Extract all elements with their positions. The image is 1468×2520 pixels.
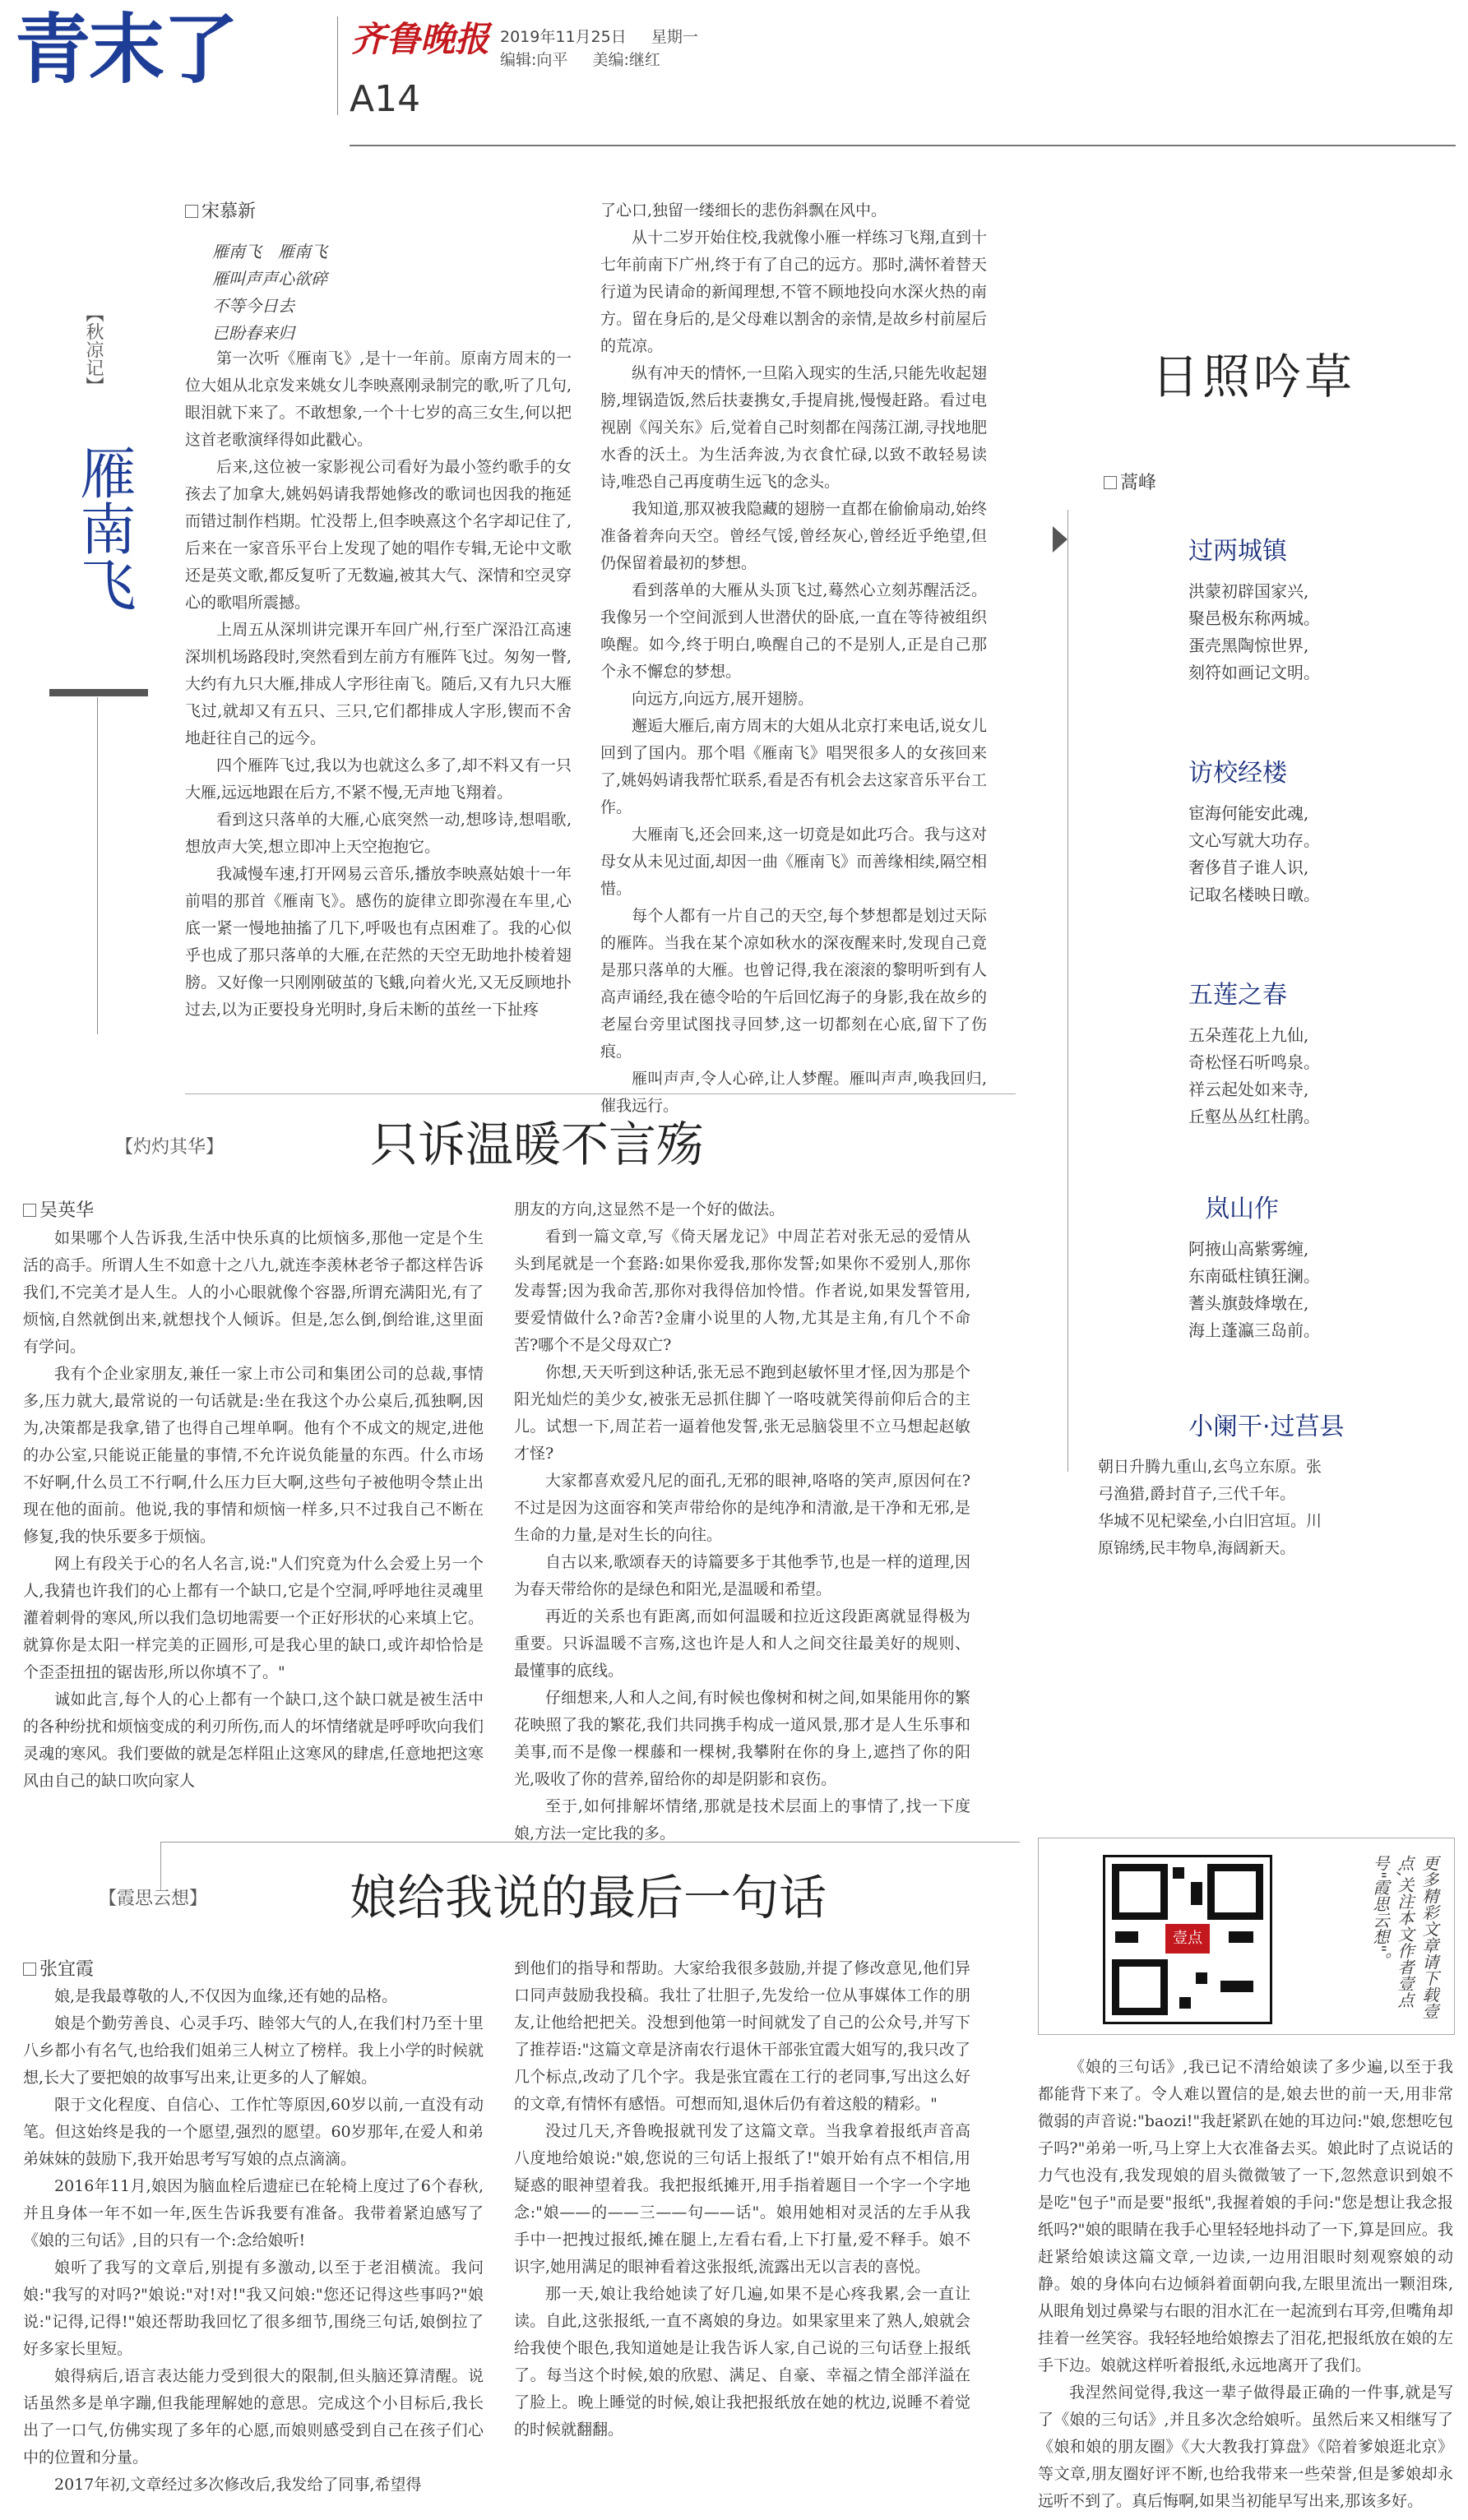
article-body-column: 《娘的三句话》,我已记不清给娘读了多少遍,以至于我都能背下来了。令人难以置信的是,娘去世的前一天,用非常微弱的声音说:"baozi!"我赶紧趴在她的耳边问:"娘,您想吃包子吗?"弟弟一听,马上穿上大衣准备去买。娘此时了点说话的力气也没有,我发现娘的眉头微微皱了一下,忽然意识到娘不是吃"包子"而是要"报纸",我握着娘的手问:"您是想让我念报纸吗?"娘的眼睛在我手心里轻轻地抖动了一下,算是回应。我赶紧给娘读这篇文章,一边读,一边用泪眼时刻观察娘的动静。娘的身体向右边倾斜着面朝向我,左眼里流出一颗泪珠,从眼角划过鼻梁与右眼的泪水汇在一起流到右耳旁,但嘴角却挂着一丝笑容。我轻轻地给娘擦去了泪花,把报纸放在娘的左手下边。娘就这样听着报纸,永远地离开了我们。 我涅然间觉得,我这一辈子做得最正确的一件事,就是写了《娘的三句话》,并且多次念给娘听。虽然后来又相继写了《娘和娘的朋友圈》《大大教我打算盘》《陪着爹娘逛北京》等文章,朋友圈好评不断,也给我带来一些荣誉,但是爹娘却永远听不到了。真后悔啊,如果当初能早写出来,那该多好。 [1038,2058,1453,2510]
article-title: 日照吟草 [1151,349,1356,405]
article-title: 只诉温暖不言殇 [370,1117,705,1172]
poem: 过两城镇 洪蒙初辟国家兴, 聚邑极东称两城。 蛋壳黑陶惊世界, 刻符如画记文明。 [1188,530,1320,687]
column-tag: 【秋凉记】 [83,304,104,395]
article-body-column: 娘,是我最尊敬的人,不仅因为血缘,还有她的品格。 娘是个勤劳善良、心灵手巧、睦邻大气的人,在我们村乃至十里八乡都小有名气,也给我们姐弟三人树立了榜样。我上小学的时候就想,长大了要把娘的故事写出来,让更多的人了解娘。 限于文化程度、自信心、工作忙等原因,60岁以前,一直没有动笔。但这始终是我的一个愿望,强烈的愿望。60岁那年,在爱人和弟弟妹妹的鼓励下,我开始思考写写娘的点点滴滴。 2016年11月,娘因为脑血栓后遗症已在轮椅上度过了6个春秋,并且身体一年不如一年,医生告诉我要有准备。我带着紧迫感写了《娘的三句话》,目的只有一个:念给娘听! 娘听了我写的文章后,别提有多激动,以至于老泪横流。我问娘:"我写的对吗?"娘说:"对!对!"我又问娘:"您还记得这些事吗?"娘说:"记得,记得!"娘还帮助我回忆了很多细节,围绕三句话,娘倒拉了好多家长里短。 娘得病后,语言表达能力受到很大的限制,但头脑还算清醒。说话虽然多是单字蹦,但我能理解她的意思。完成这个小目标后,我长出了一口气,仿佛实现了多年的心愿,而娘则感受到自己在孩子们心中的位置和分量。 2017年初,文章经过多次修改后,我发给了同事,希望得 [23,1987,484,2494]
byline: 宋慕新 [185,197,256,223]
poem-title: 小阑干·过莒县 [1188,1413,1345,1441]
column-tag: 【灼灼其华】 [115,1137,225,1158]
byline: 蒿峰 [1104,469,1156,494]
article-body-column: 如果哪个人告诉我,生活中快乐真的比烦恼多,那他一定是个生活的高手。所谓人生不如意十之八九,就连李羡林老爷子都这样告诉我们,不完美才是人生。人的小心眼就像个容器,所谓充满阳光,有了烦恼,自然就倒出来,就想找个人倾诉。但是,怎么倒,倒给谁,这里面有学问。 我有个企业家朋友,兼任一家上市公司和集团公司的总裁,事情多,压力就大,最常说的一句话就是:坐在我这个办公桌后,孤独啊,因为,决策都是我拿,错了也得自己埋单啊。他有个不成文的规定,进他的办公室,只能说正能量的事情,不允许说负能量的东西。什么市场不好啊,什么员工不行啊,什么压力巨大啊,这些句子被他明令禁止出现在他的面前。他说,我的事情和烦恼一样多,只不过我自己不断在修复,我的快乐要多于烦恼。 网上有段关于心的名人名言,说:"人们究竟为什么会爱上另一个人,我猜也许我们的心上都有一个缺口,它是个空洞,呼呼地往灵魂里灌着刺骨的寒风,所以我们急切地需要一个正好形状的心来填上它。就算你是太阳一样完美的正圆形,可是我心里的缺口,或许却恰恰是个歪歪扭扭的锯齿形,所以你填不了。" 诚如此言,每个人的心上都有一个缺口,这个缺口就是被生活中的各种纷扰和烦恼变成的利刃所伤,而人的坏情绪就是呼呼吹向我们灵魂的寒风。我们要做的就是怎样阻止这寒风的肆虐,任意地把这寒风由自己的缺口吹向家人 [23,1229,484,1790]
byline: 吴英华 [23,1196,94,1222]
issue-date: 2019年11月25日 [500,28,627,46]
page-number: A14 [350,78,421,120]
article-body-column: 第一次听《雁南飞》,是十一年前。原南方周末的一位大姐从北京发来姚女儿李映熹刚录制完的歌,听了几句,眼泪就下来了。不敢想象,一个十七岁的高三女生,何以把这首老歌演绎得如此戳心。 后来,这位被一家影视公司看好为最小签约歌手的女孩去了加拿大,姚妈妈请我帮她修改的歌词也因我的拖延而错过制作档期。忙没帮上,但李映熹这个名字却记住了,后来在一家音乐平台上发现了她的唱作专辑,无论中文歌还是英文歌,都反复听了无数遍,被其大气、深情和空灵穿心的歌唱所震撼。 上周五从深圳讲完课开车回广州,行至广深沿江高速深圳机场路段时,突然看到左前方有雁阵飞过。匆匆一瞥,大约有九只大雁,排成人字形往南飞。随后,又有九只大雁飞过,就却又有五只、三只,它们都排成人字形,锲而不舍地赶往自己的远今。 四个雁阵飞过,我以为也就这么多了,却不料又有一只大雁,远远地跟在后方,不紧不慢,无声地飞翔着。 看到这只落单的大雁,心底突然一动,想哆诗,想唱歌,想放声大笑,想立即冲上天空抱抱它。 我减慢车速,打开网易云音乐,播放李映熹姑娘十一年前唱的那首《雁南飞》。感伤的旋律立即弥漫在车里,心底一紧一慢地抽搐了几下,呼吸也有点困难了。我的心似乎也成了那只落单的大雁,在茫然的天空无助地扑棱着翅膀。又好像一只刚刚破茧的飞蛾,向着火光,又无反顾地扑过去,以为正要投身光明时,身后未断的茧丝一下扯疼 [185,349,572,1019]
poem: 五莲之春 五朵莲花上九仙, 奇松怪石听鸣泉。 祥云起处如来寺, 丘壑丛丛红杜鹃。 [1188,974,1320,1131]
editor-credit: 编辑:向平 [500,51,568,69]
designer-credit: 美编:继红 [592,51,660,69]
epigraph: 雁南飞 雁南飞 雁叫声声心欲碎 不等今日去 已盼春来归 [212,242,327,343]
poem: 岚山作 阿掖山高紫雾缠, 东南砥柱镇狂澜。 蓍头旗鼓烽墩在, 海上蓬瀛三岛前。 [1188,1188,1320,1344]
qr-code[interactable] [1103,1855,1272,2024]
poem-title: 五莲之春 [1188,981,1287,1010]
article-body-column: 到他们的指导和帮助。大家给我很多鼓励,并提了修改意见,他们异口同声鼓励我投稿。我壮了壮胆子,先发给一位从事媒体工作的朋友,让他给把把关。没想到他第一时间就发了自己的公众号,并写下了推荐语:"这篇文章是济南农行退休干部张宜霞大姐写的,我只改了几个标点,改动了几个字。我是张宜霞在工行的老同事,写出这么好的文章,有情怀有感悟。可想而知,退休后仍有着这般的精彩。" 没过几天,齐鲁晚报就刊发了这篇文章。当我拿着报纸声音高八度地给娘说:"娘,您说的三句话上报纸了!"娘开始有点不相信,用疑惑的眼神望着我。我把报纸摊开,用手指着题目一个字一个字地念:"娘——的——三——句——话"。娘用她相对灵活的左手从我手中一把拽过报纸,摊在腿上,左看右看,上下打量,爱不释手。娘不识字,她用满足的眼神看着这张报纸,流露出无以言表的喜悦。 那一天,娘让我给她读了好几遍,如果不是心疼我累,会一直让读。自此,这张报纸,一直不离娘的身边。如果家里来了熟人,娘就会给我使个眼色,我知道她是让我告诉人家,自己说的三句话登上报纸了。每当这个时候,娘的欣慰、满足、自豪、幸福之情全部洋溢在了脸上。晚上睡觉的时候,娘让我把报纸放在她的枕边,说睡不着觉的时候就翻翻。 [514,1959,970,2439]
article-body-column: 朋友的方向,这显然不是一个好的做法。 看到一篇文章,写《倚天屠龙记》中周芷若对张无忌的爱情从头到尾就是一个套路:如果你爱我,那你发誓;如果你不爱别人,那你发毒誓;因为我命苦,那你对我得倍加怜惜。作者说,如果发誓管用,要爱情做什么?命苦?金庸小说里的人物,尤其是主角,有几个不命苦?哪个不是父母双亡? 你想,天天听到这种话,张无忌不跑到赵敏怀里才怪,因为那是个阳光灿烂的美少女,被张无忌抓住脚丫一咯吱就笑得前仰后合的主儿。试想一下,周芷若一逼着他发誓,张无忌脑袋里不立马想起赵敏才怪? 大家都喜欢爱凡尼的面孔,无邪的眼神,咯咯的笑声,原因何在?不过是因为这面容和笑声带给你的是纯净和清澈,是干净和无邪,是生命的力量,是对生长的向往。 自古以来,歌颂春天的诗篇要多于其他季节,也是一样的道理,因为春天带给你的是绿色和阳光,是温暖和希望。 再近的关系也有距离,而如何温暖和拉近这段距离就显得极为重要。只诉温暖不言殇,这也许是人和人之间交往最美好的规则、最懂事的底线。 仔细想来,人和人之间,有时候也像树和树之间,如果能用你的繁花映照了我的繁花,我们共同携手构成一道风景,那才是人生乐事和美事,而不是像一棵藤和一棵树,我攀附在你的身上,遮挡了你的阳光,吸收了你的营养,留给你的却是阴影和哀伤。 至于,如何排解坏情绪,那就是技术层面上的事情了,找一下度娘,方法一定比我的多。 [514,1200,970,1843]
paper-name: 齐鲁晚报 [351,19,490,59]
poem-title: 访校经楼 [1188,759,1287,788]
byline: 张宜霞 [23,1955,94,1981]
article-title: 娘给我说的最后一句话 [350,1870,827,1926]
article-title: 雁南飞 [71,444,136,612]
poem-title: 过两城镇 [1188,537,1287,566]
qr-promo-box [1038,1838,1455,2035]
qr-promo-text: 更多精彩文章请下载壹点,关注本文作者壹点号"霞思云想"。 [1370,1855,1439,2019]
column-tag: 【霞思云想】 [99,1889,208,1909]
poem-title: 岚山作 [1205,1195,1279,1223]
app-logo: 壹点 [1163,1921,1212,1956]
section-title: 青末了 [15,6,238,94]
article-body-column: 了心口,独留一缕细长的悲伤斜飘在风中。 从十二岁开始住校,我就像小雁一样练习飞翔,直到十七年前南下广州,终于有了自己的远方。那时,满怀着替天行道为民请命的新闻理想,不管不顾地投向水深火热的南方。留在身后的,是父母难以割舍的亲情,是故乡村前屋后的荒凉。 纵有冲天的情怀,一旦陷入现实的生活,只能先收起翅膀,埋锅造饭,然后扶妻携女,手提肩挑,慢慢赶路。看过电视剧《闯关东》后,觉着自己时刻都在闯荡江湖,寻找地肥水香的沃土。为生活奔波,为衣食忙碌,以致不敢轻易读诗,唯恐自己再度萌生远飞的念头。 我知道,那双被我隐藏的翅膀一直都在偷偷扇动,始终准备着奔向天空。曾经气馁,曾经灰心,曾经近乎绝望,但仍保留着最初的梦想。 看到落单的大雁从头顶飞过,蓦然心立刻苏醒活泛。我像另一个空间派到人世潜伏的卧底,一直在等待被组织唤醒。如今,终于明白,唤醒自己的不是别人,正是自己那个永不懈怠的梦想。 向远方,向远方,展开翅膀。 邂逅大雁后,南方周末的大姐从北京打来电话,说女儿回到了国内。那个唱《雁南飞》唱哭很多人的女孩回来了,姚妈妈请我帮忙联系,看是否有机会去这家音乐平台工作。 大雁南飞,还会回来,这一切竟是如此巧合。我与这对母女从未见过面,却因一曲《雁南飞》而善缘相续,隔空相惜。 每个人都有一片自己的天空,每个梦想都是划过天际的雁阵。当我在某个凉如秋水的深夜醒来时,发现自己竟是那只落单的大雁。也曾记得,我在滚滚的黎明听到有人高声诵经,我在德令哈的午后回忆海子的身影,我在故乡的老屋台旁里试图找寻回梦,这一切都刻在心底,留下了伤痕。 雁叫声声,令人心碎,让人梦醒。雁叫声声,唤我回归,催我远行。 [600,201,987,1115]
issue-weekday: 星期一 [651,28,698,46]
poem: 访校经楼 宦海何能安此魂, 文心写就大功存。 奢侈苜子谁人识, 记取名楼映日暾。 [1188,752,1320,909]
poem: 小阑干·过莒县 朝日升腾九重山,玄鸟立东原。张 弓渔猎,爵封苜子,三代千年。 华城不见杞梁垒,小白旧宫垣。川 原锦绣,民丰物阜,海阔新天。 [1098,1406,1345,1562]
